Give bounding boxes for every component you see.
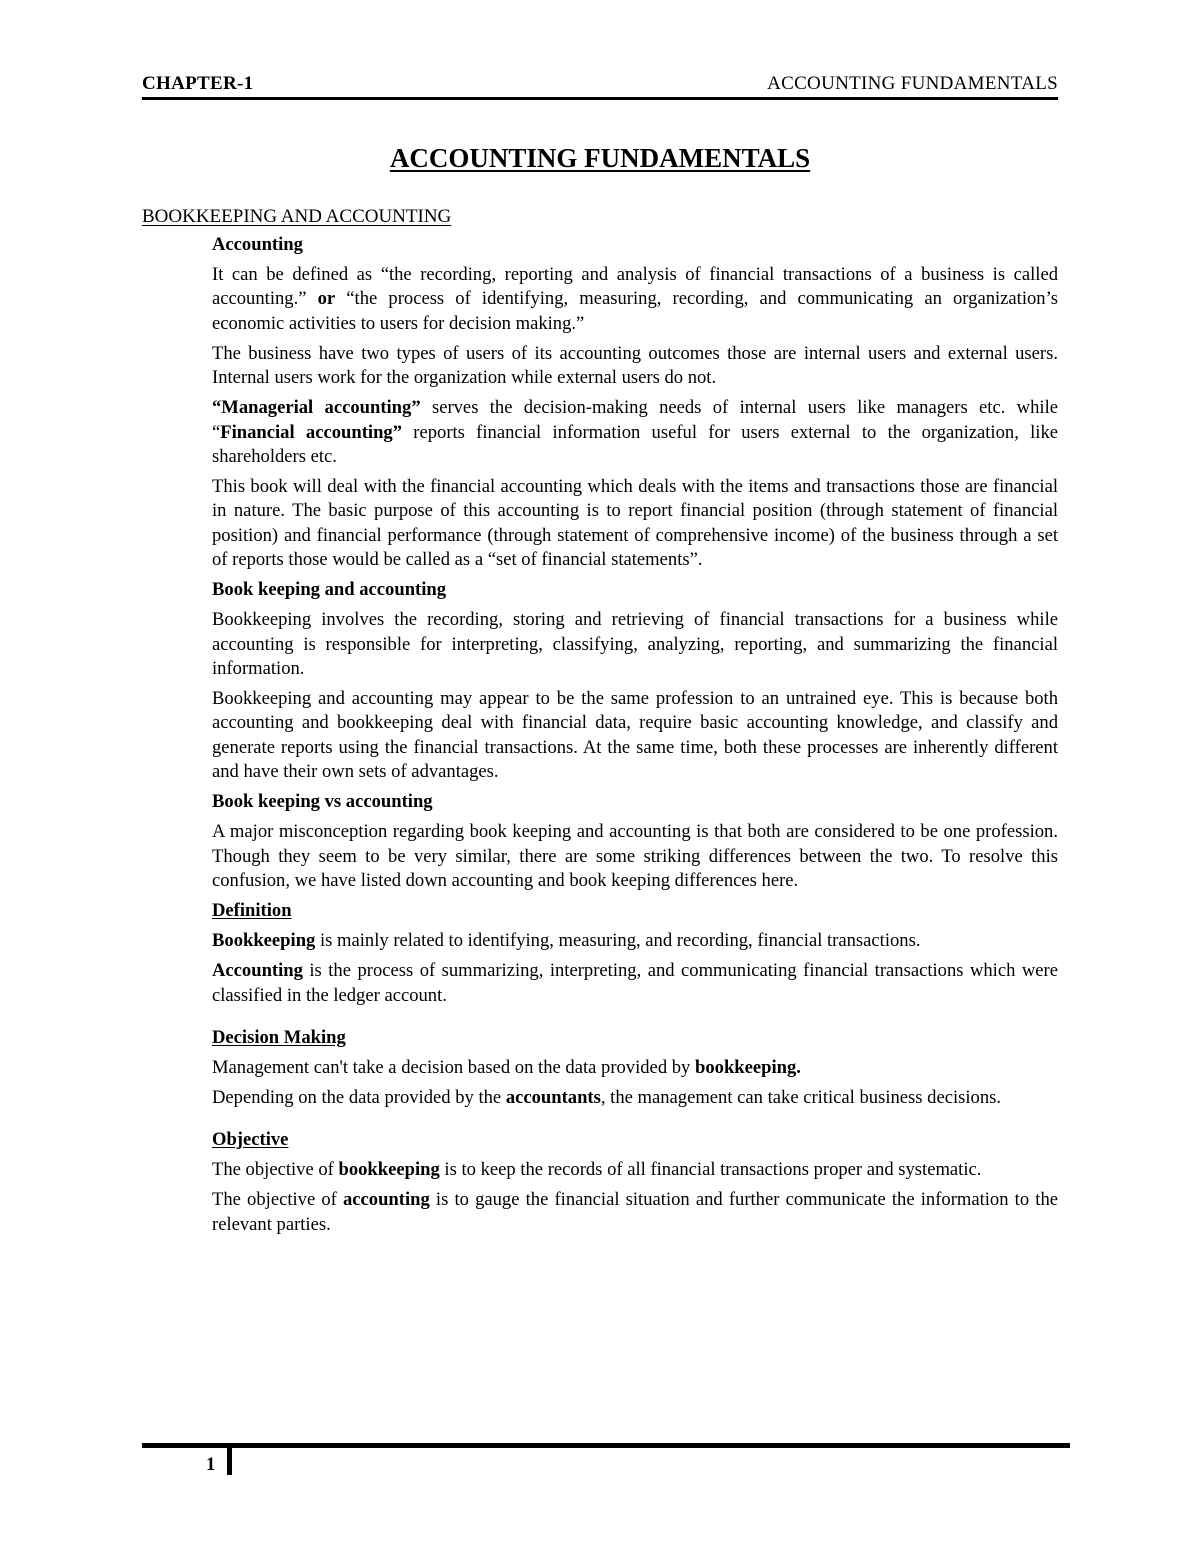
chapter-label: CHAPTER-1 xyxy=(142,73,254,94)
body-content xyxy=(212,233,1058,1243)
heading-definition: Definition xyxy=(212,900,292,922)
text-run: “the process of identifying, measuring, recording, and communicating an organization’s economic activities to users for decision making.” xyxy=(212,288,1058,334)
section-heading: BOOKKEEPING AND ACCOUNTING xyxy=(142,206,452,227)
header-rule xyxy=(142,97,1058,100)
text-run: It can be defined as “the recording, reporting and analysis of financial transactions of a business is called accounting.” xyxy=(212,264,1058,310)
bold-term: Bookkeeping xyxy=(212,930,316,952)
bold-term: Financial accounting” xyxy=(220,421,402,443)
paragraph-managerial-financial xyxy=(212,396,1058,469)
paragraph-definition-bookkeeping xyxy=(212,929,1058,953)
paragraph-decision-accountants xyxy=(212,1086,1058,1110)
paragraph-definition-accounting xyxy=(212,959,1058,1008)
bold-term: bookkeeping. xyxy=(695,1056,801,1078)
subheading-accounting: Accounting xyxy=(212,234,303,255)
heading-objective: Objective xyxy=(212,1129,289,1151)
paragraph-book-scope: This book will deal with the financial accounting which deals with the items and transactions those are financial in nature. The basic purpose of this accounting is to report financial position (through statement of financial position) and financial performance (through statement of comprehensive income) of the business through a set of reports those would be called as a “set of financial statements”. xyxy=(212,476,1058,571)
document-title: ACCOUNTING FUNDAMENTALS xyxy=(389,143,811,173)
footer-rule xyxy=(142,1443,1070,1448)
footer-bar xyxy=(227,1447,232,1475)
text-run: The objective of xyxy=(212,1189,343,1211)
text-run: serves the decision-making needs of internal users like managers etc. while “ xyxy=(212,397,1058,443)
page-number: 1 xyxy=(206,1454,216,1475)
paragraph-bookkeeping-involves: Bookkeeping involves the recording, storing and retrieving of financial transactions for a business while accounting is responsible for interpreting, classifying, analyzing, reporting, and summarizing the financial information. xyxy=(212,609,1058,680)
bold-term: accounting xyxy=(342,1189,430,1211)
bold-term: “Managerial accounting” xyxy=(212,397,421,419)
subheading-bookkeeping-vs-accounting: Book keeping vs accounting xyxy=(212,791,433,813)
running-title: ACCOUNTING FUNDAMENTALS xyxy=(767,73,1058,94)
paragraph-accounting-users: The business have two types of users of its accounting outcomes those are internal users and external users. Internal users work for the organization while external users do not. xyxy=(212,342,1058,389)
subheading-bookkeeping-and-accounting: Book keeping and accounting xyxy=(212,579,447,601)
heading-decision-making: Decision Making xyxy=(212,1026,346,1048)
text-run: Management can't take a decision based on the data provided by xyxy=(212,1056,696,1078)
text-run: is mainly related to identifying, measuring, and recording, financial transactions. xyxy=(315,930,921,952)
paragraph-decision-bookkeeping xyxy=(212,1056,1058,1080)
text-run: Depending on the data provided by the xyxy=(212,1086,506,1108)
text-run: is to gauge the financial situation and further communicate the information to the relevant parties. xyxy=(212,1189,1058,1235)
bold-term: Accounting xyxy=(212,960,303,982)
paragraph-objective-accounting xyxy=(212,1188,1058,1237)
paragraph-untrained-eye: Bookkeeping and accounting may appear to be the same profession to an untrained eye. This is because both accounting and bookkeeping deal with financial data, require basic accounting knowledge, and classify and generate reports using the financial transactions. At the same time, both these processes are inherently different and have their own sets of advantages. xyxy=(212,688,1058,783)
text-run: reports financial information useful for users external to the organization, like shareholders etc. xyxy=(212,421,1058,468)
bold-term: accountants xyxy=(505,1086,601,1108)
bold-term: or xyxy=(317,288,336,310)
text-run: The objective of xyxy=(212,1159,339,1181)
paragraph-objective-bookkeeping xyxy=(212,1158,1058,1182)
bold-term: bookkeeping xyxy=(338,1159,440,1181)
text-run: is the process of summarizing, interpreting, and communicating financial transactions which were classified in the ledger account. xyxy=(212,960,1058,1006)
paragraph-misconception: A major misconception regarding book keeping and accounting is that both are considered to be one profession. Though they seem to be very similar, there are some striking differences between the two. To resolve this confusion, we have listed down accounting and book keeping differences here. xyxy=(212,821,1058,892)
text-run: , the management can take critical business decisions. xyxy=(600,1086,1002,1108)
text-run: is to keep the records of all financial transactions proper and systematic. xyxy=(439,1159,982,1181)
paragraph-accounting-definition xyxy=(212,263,1058,336)
